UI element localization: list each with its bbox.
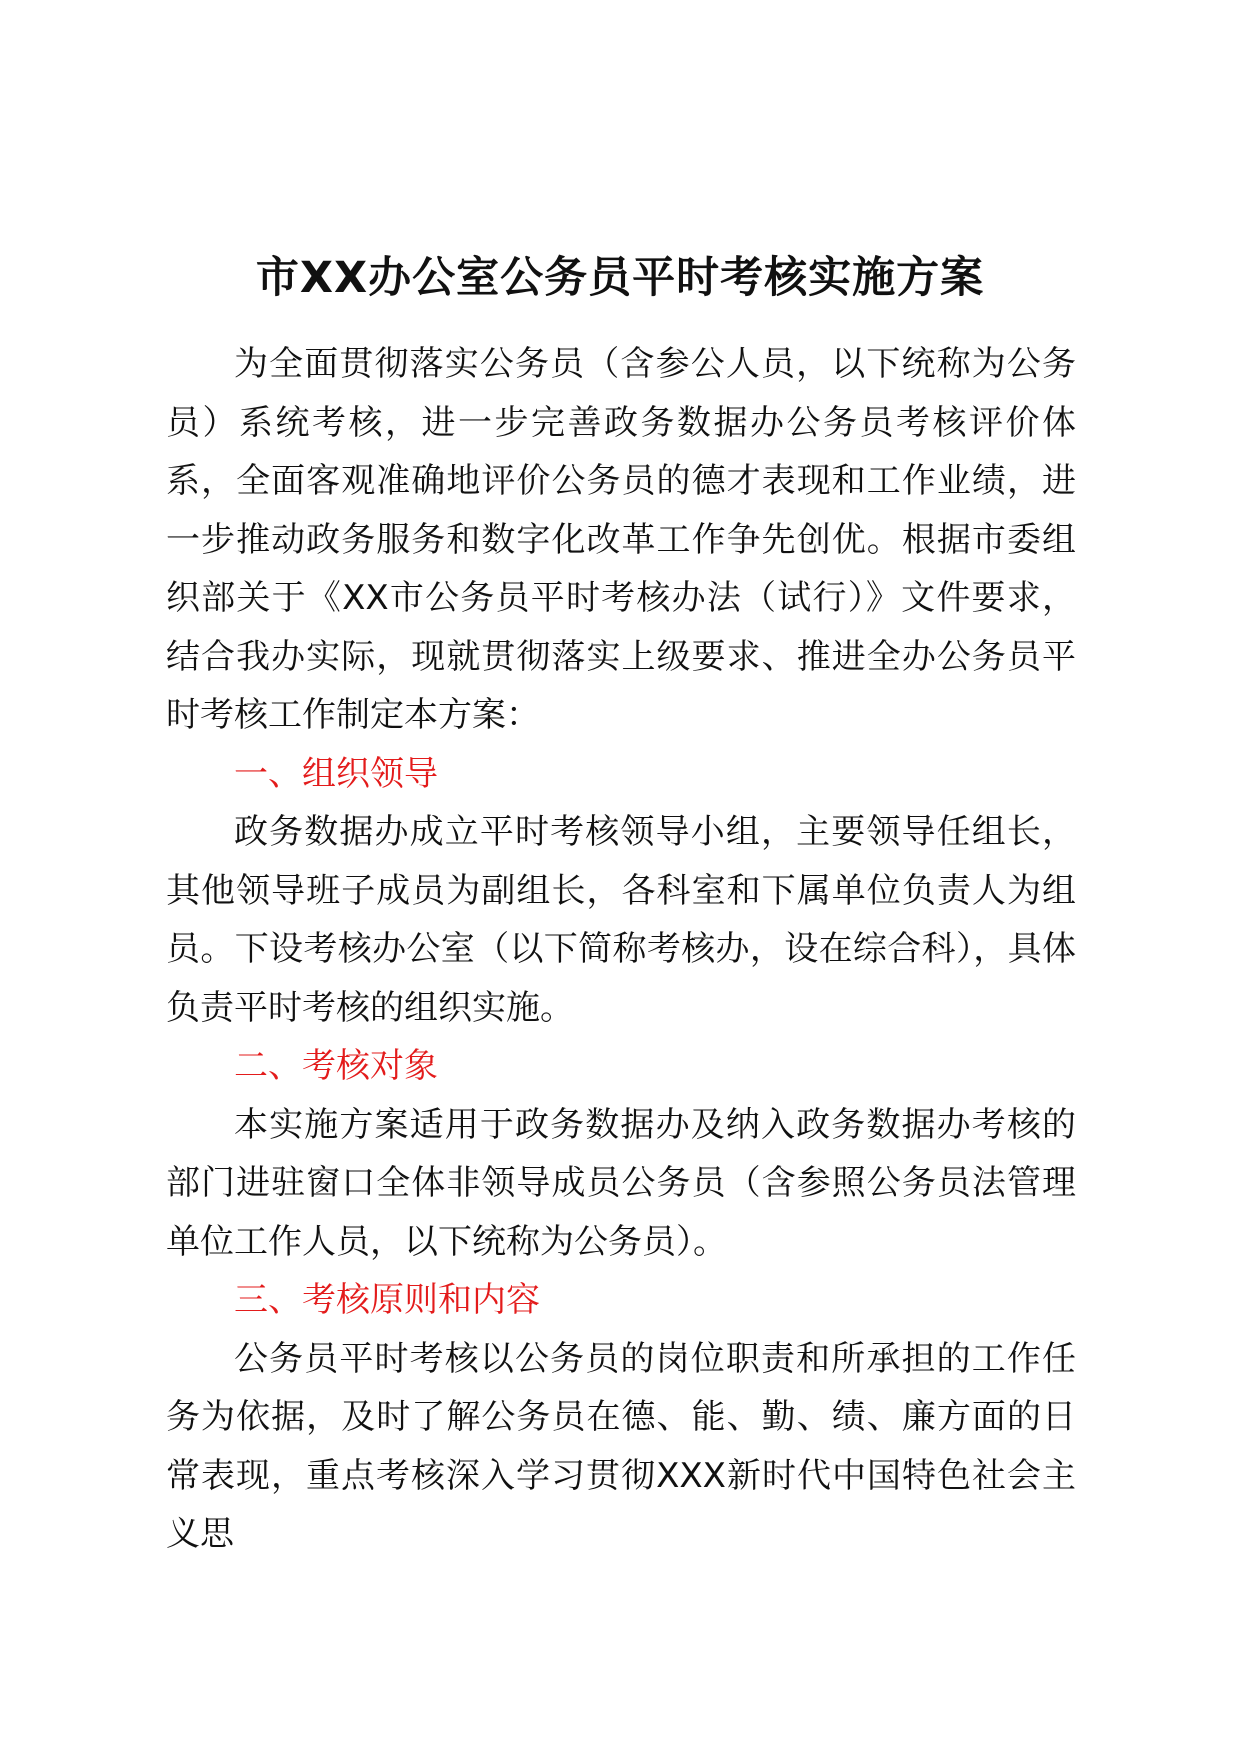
section-paragraph-organization: 政务数据办成立平时考核领导小组，主要领导任组长，其他领导班子成员为副组长，各科室和下属单位负责人为组员。下设考核办公室（以下简称考核办，设在综合科），具体负责平时考核的组织实施。 bbox=[166, 812, 1076, 1028]
section-heading-principles: 三、考核原则和内容 bbox=[234, 1280, 540, 1320]
section-paragraph-principles: 公务员平时考核以公务员的岗位职责和所承担的工作任务为依据，及时了解公务员在德、能、勤、绩、廉方面的日常表现，重点考核深入学习贯彻XXX新时代中国特色社会主义思 bbox=[166, 1338, 1076, 1554]
intro-paragraph: 为全面贯彻落实公务员（含参公人员，以下统称为公务员）系统考核，进一步完善政务数据办公务员考核评价体系，全面客观准确地评价公务员的德才表现和工作业绩，进一步推动政务服务和数字化改革工作争先创优。根据市委组织部关于《XX市公务员平时考核办法（试行）》文件要求，结合我办实际，现就贯彻落实上级要求、推进全办公务员平时考核工作制定本方案： bbox=[166, 344, 1076, 735]
document-body bbox=[166, 335, 1076, 1564]
document-title: 市XX办公室公务员平时考核实施方案 bbox=[255, 253, 985, 303]
section-paragraph-targets: 本实施方案适用于政务数据办及纳入政务数据办考核的部门进驻窗口全体非领导成员公务员（含参照公务员法管理单位工作人员，以下统称为公务员）。 bbox=[166, 1104, 1076, 1262]
section-heading-targets: 二、考核对象 bbox=[234, 1046, 438, 1086]
section-heading-organization: 一、组织领导 bbox=[234, 753, 438, 794]
